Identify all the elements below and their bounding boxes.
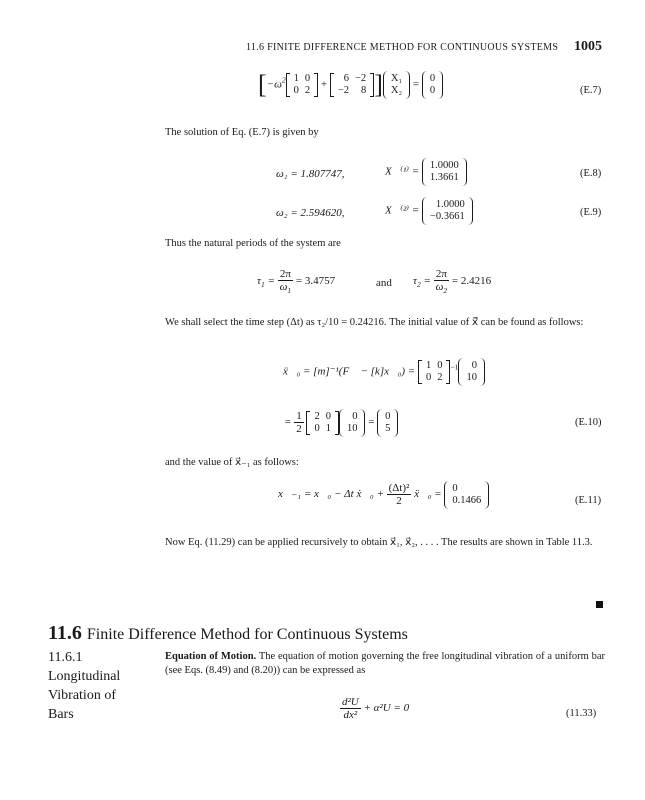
paragraph-previous-displacement: and the value of x⃗₋₁ as follows: [165,457,299,468]
period-tau2: $\tau_2$ = $\frac{2\pi}{\omega_2}$ = 2.4216 [413,268,492,295]
section-heading [48,622,408,645]
paragraph-body: The equation of motion governing the free longitudinal vibration of a uniform bar (see Eqs. (8.49) and (8.20)) can be expressed as [165,651,605,676]
omega1: ω₁ = 1.807747, [276,168,345,180]
subsection-heading [48,648,158,724]
paragraph-periods: Thus the natural periods of the system are [165,238,341,249]
equation-label-11-33: (11.33) [566,708,597,719]
equation-e7: [$-\omega^2$ 1 0 0 2 + 6 −2 −2 8 ] X₁ X₂ = 0 0 [258,72,443,98]
mode-shape-2: X⃗⁽²⁾ = 1.0000 −0.3661 [385,199,473,223]
paragraph-equation-of-motion [165,650,605,678]
equation-label-e7: (E.7) [580,85,602,96]
stiffness-matrix: 6 −2 −2 8 [330,73,374,97]
equation-e10: = $\frac{1}{2}$ 2 0 0 1 0 10 = 0 5 [284,410,398,435]
end-of-example-mark [596,601,603,608]
page-number: 1005 [574,39,602,54]
equation-e11: x⃗₋₁ = x⃗₀ − Δt ẋ⃗₀ + $\frac{\text{(Δt)²}}{2}$ ẍ⃗₀ = 0 0.1466 [278,482,489,507]
paragraph-recursion: Now Eq. (11.29) can be applied recursively to obtain x⃗₁, x⃗₂, . . . . The results are shown in Table 11.3. [165,537,593,548]
initial-acceleration: ẍ⃗₀ = [m]⁻¹(F⃗ − [k]x⃗₀) = 1 0 0 2 $^{-1}$ 0 10 [283,360,485,384]
subsection-title-line: Vibration of [48,688,116,703]
equation-label-e8: (E.8) [580,168,602,179]
unknown-vector: X₁ X₂ [383,73,410,97]
subsection-number: 11.6.1 [48,650,83,665]
zero-vector: 0 0 [422,73,443,97]
and-word: and [376,277,392,289]
equation-label-e9: (E.9) [580,207,602,218]
equation-label-e10: (E.10) [575,417,602,428]
subsection-title-line: Longitudinal [48,669,121,684]
mode-shape-1: X⃗⁽¹⁾ = 1.0000 1.3661 [385,160,467,184]
paragraph-lead: Equation of Motion. [165,651,257,662]
running-header: 11.6 FINITE DIFFERENCE METHOD FOR CONTINUOUS SYSTEMS [246,42,559,53]
paragraph-solution: The solution of Eq. (E.7) is given by [165,127,319,138]
section-title: Finite Difference Method for Continuous Systems [86,626,408,643]
subsection-title-line: Bars [48,707,74,722]
period-tau1: $\tau_1$ = $\frac{2\pi}{\omega_1}$ = 3.4757 [257,268,336,295]
equation-label-e11: (E.11) [575,495,602,506]
mass-matrix: 1 0 0 2 [286,73,319,97]
equation-11-33: $\frac{\text{d²U}}{\text{dx²}}$ + α²U = 0 [342,696,410,721]
omega2: ω₂ = 2.594620, [276,207,345,219]
section-number: 11.6 [48,622,82,644]
paragraph-time-step: We shall select the time step (Δt) as τ₂/10 = 0.24216. The initial value of ẍ⃗ can be found as follows: [165,317,584,328]
